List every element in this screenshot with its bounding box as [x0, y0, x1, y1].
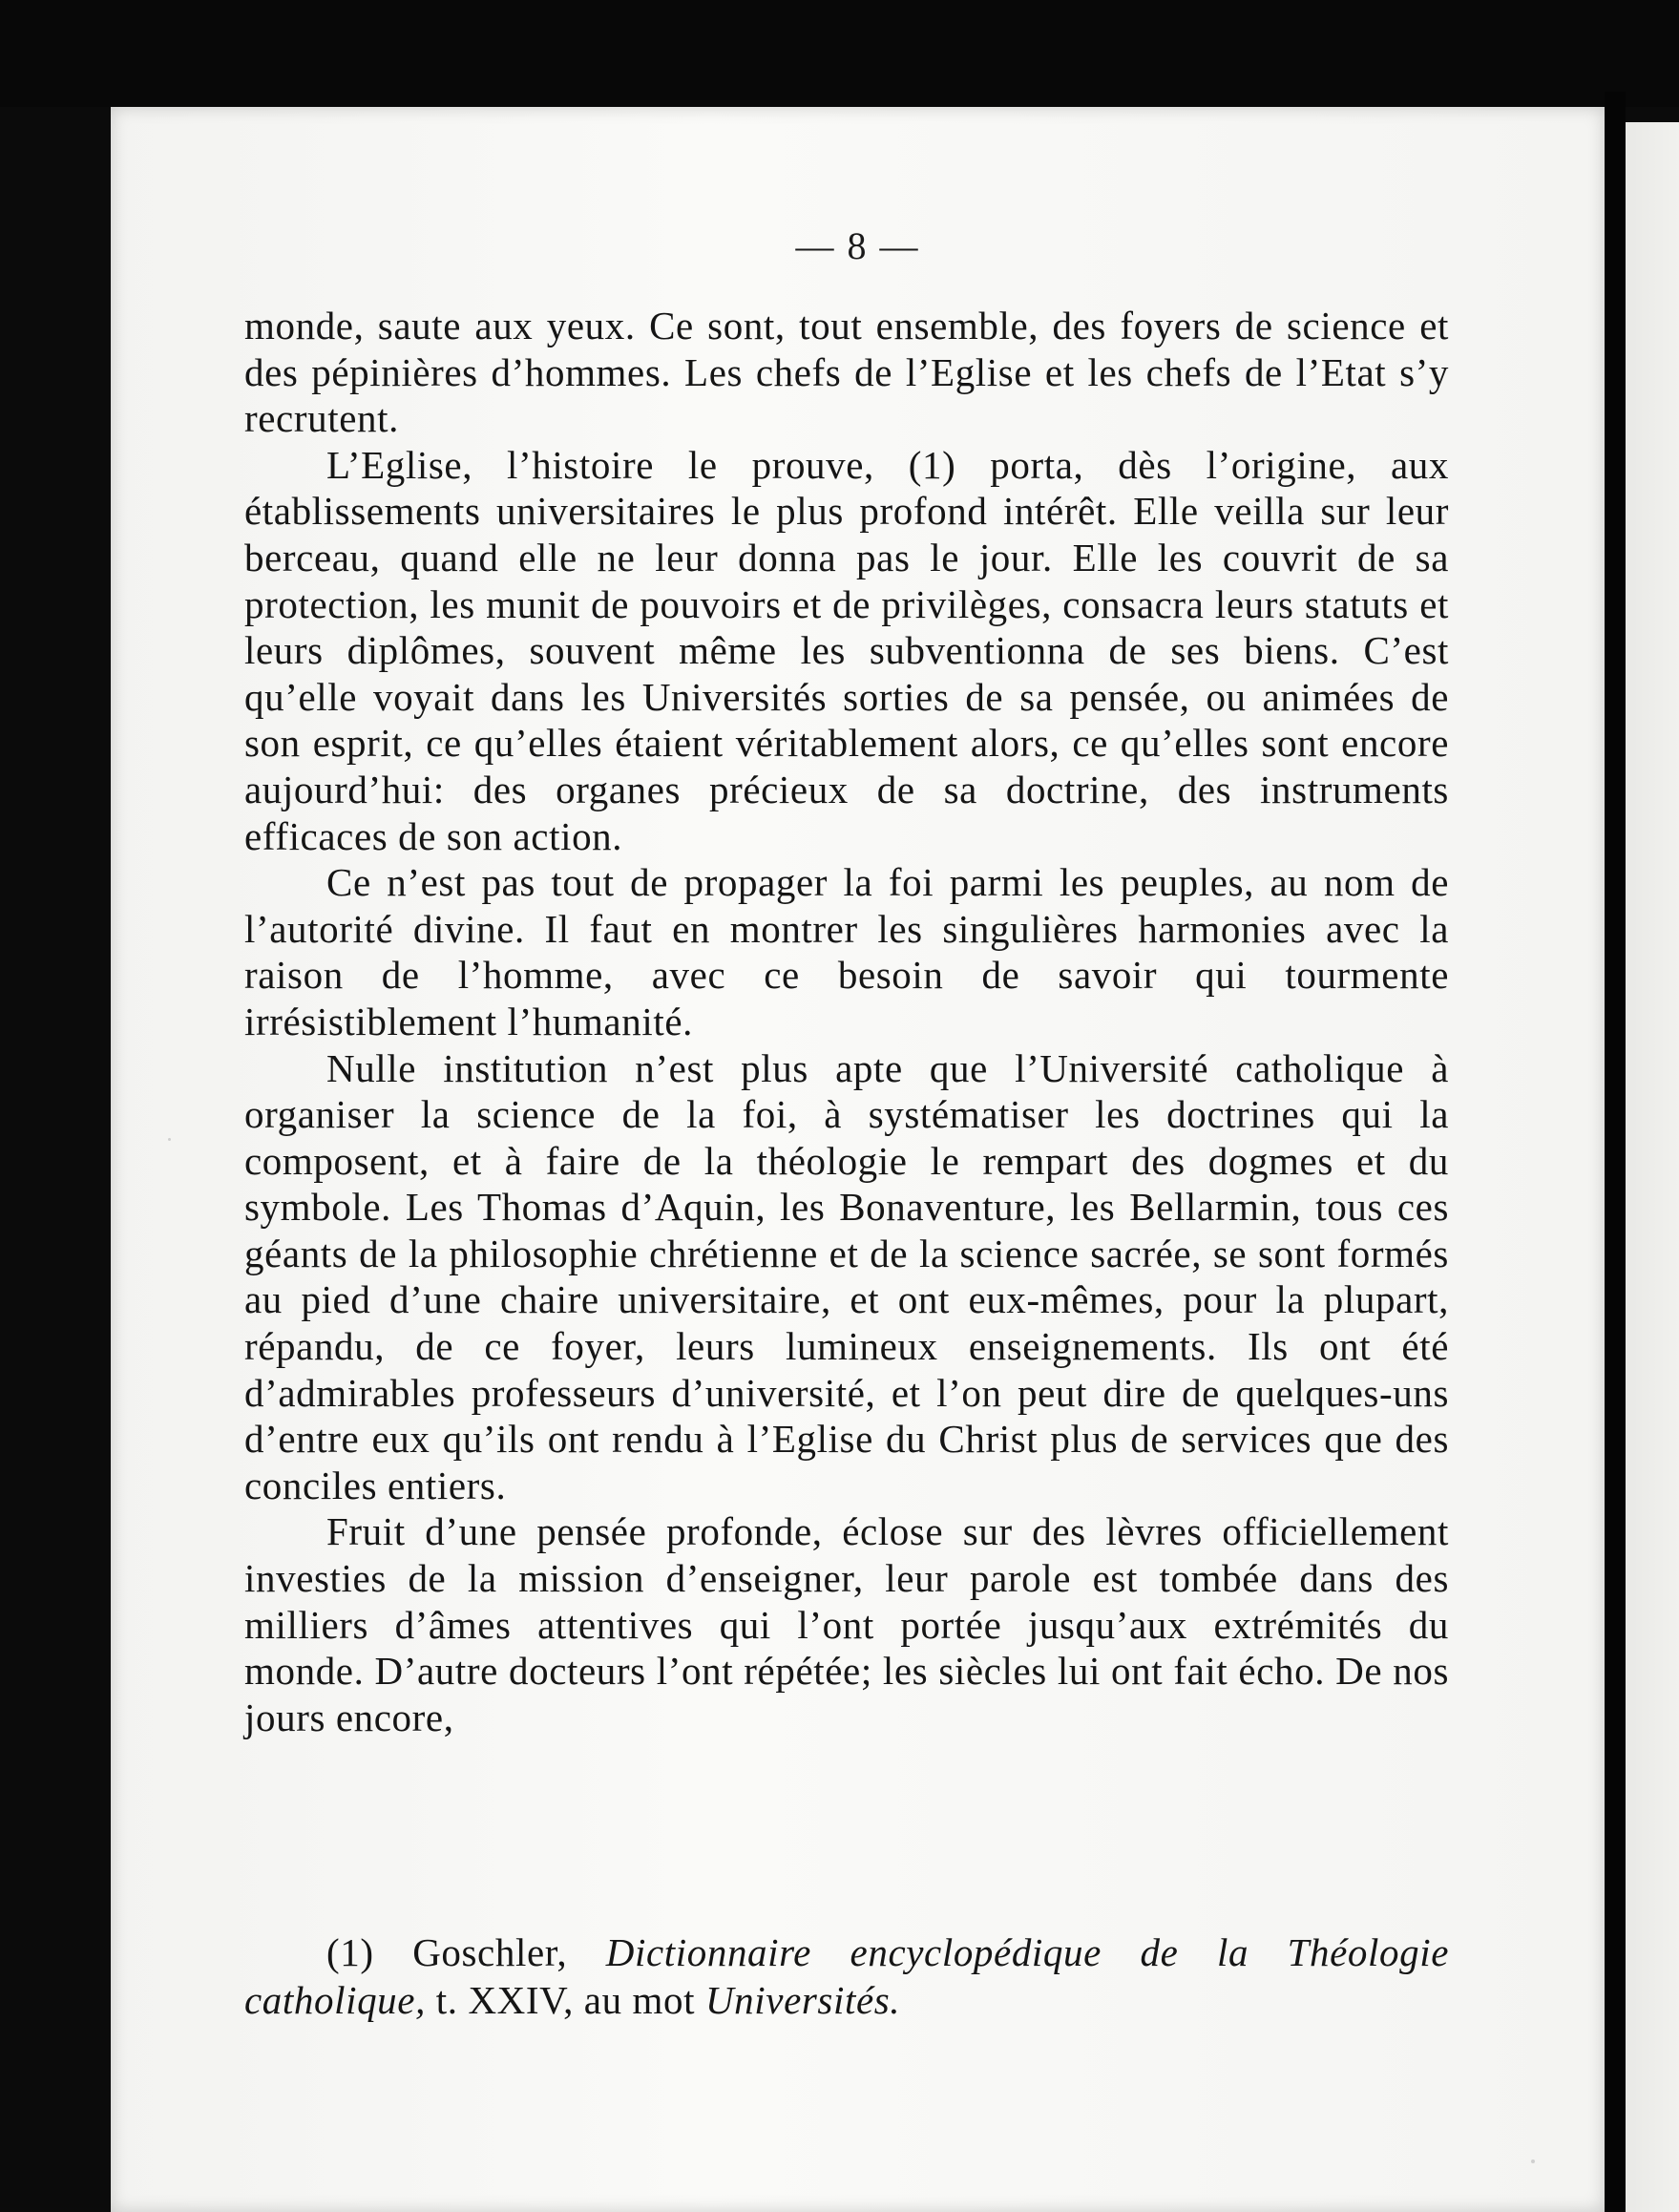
- paragraph-3: Ce n’est pas tout de propager la foi parmi les peuples, au nom de l’autorité divine. Il faut en montrer les singulières harmonies avec la raison de l’homme, avec ce besoin de savoir qui tourmente irrésistiblement l’humanité.: [244, 860, 1449, 1043]
- scan-background-top: [0, 0, 1679, 107]
- paragraph-5: Fruit d’une pensée profonde, éclose sur des lèvres officiellement investies de la mission d’enseigner, leur parole est tombée dans des milliers d’âmes attentives qui l’ont portée jusqu’aux extrémités du monde. D’autre docteurs l’ont répétée; les siècles lui ont fait écho. De nos jours encore,: [244, 1509, 1449, 1739]
- footnote: [244, 1928, 1449, 2024]
- footnote-marker: (1): [326, 1930, 374, 1974]
- footnote-reference: t. XXIV, au mot: [435, 1978, 696, 2022]
- document-page: [111, 107, 1605, 2212]
- footnote-title: Dictionnaire encyclopédique de la Théologie catholique,: [244, 1930, 1449, 2022]
- adjacent-page-edge: [1626, 122, 1679, 2212]
- scan-speck: [168, 1138, 171, 1141]
- paragraph-1: monde, saute aux yeux. Ce sont, tout ensemble, des foyers de science et des pépinières d’hommes. Les chefs de l’Eglise et les chefs de l’Etat s’y recrutent.: [244, 304, 1449, 441]
- page-gutter: [1605, 92, 1626, 2212]
- paragraph-2: L’Eglise, l’histoire le prouve, (1) porta, dès l’origine, aux établissements universitaires le plus profond intérêt. Elle veilla sur leur berceau, quand elle ne leur donna pas le jour. Elle les couvrit de sa protection, les munit de pouvoirs et de privilèges, consacra leurs statuts et leurs diplômes, souvent même les subventionna de ses biens. C’est qu’elle voyait dans les Universités sorties de sa pensée, ou animées de son esprit, ce qu’elles étaient véritablement alors, ce qu’elles sont encore aujourd’hui: des organes précieux de sa doctrine, des instruments efficaces de son action.: [244, 442, 1449, 858]
- body-text: [244, 303, 1449, 1740]
- page-number: — 8 —: [795, 224, 920, 267]
- scan-speck: [1531, 2159, 1535, 2163]
- footnote-term: Universités.: [704, 1978, 901, 2022]
- footnote-author: Goschler,: [412, 1930, 568, 1974]
- paragraph-4: Nulle institution n’est plus apte que l’Université catholique à organiser la science de la foi, à systématiser les doctrines qui la composent, et à faire de la théologie le rempart des dogmes et du symbole. Les Thomas d’Aquin, les Bonaventure, les Bellarmin, tous ces géants de la philosophie chrétienne et de la science sacrée, se sont formés au pied d’une chaire universitaire, et ont eux-mêmes, pour la plupart, répandu, de ce foyer, leurs lumineux enseignements. Ils ont été d’admirables professeurs d’université, et l’on peut dire de quelques-uns d’entre eux qu’ils ont rendu à l’Eglise du Christ plus de services que des conciles entiers.: [244, 1045, 1449, 1507]
